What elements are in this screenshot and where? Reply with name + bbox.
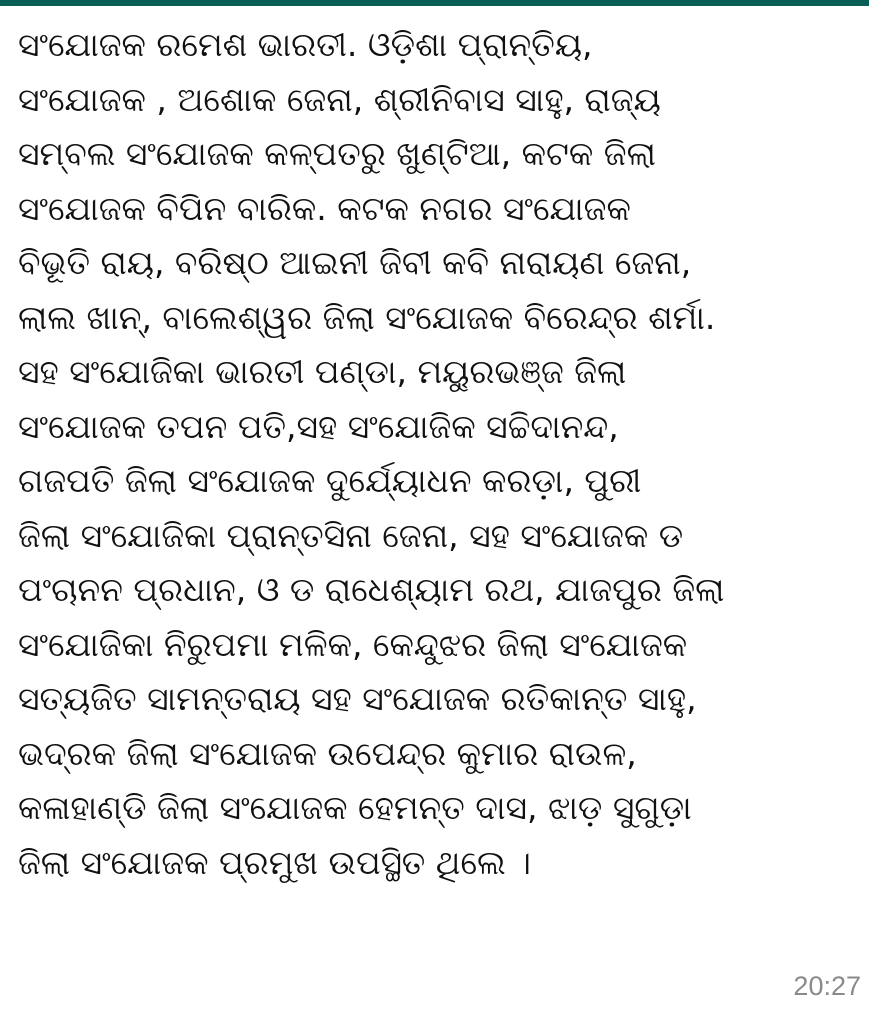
message-line: ଭଦ୍ରକ ଜିଲା ସଂଯୋଜକ ଉପେନ୍ଦ୍ର କୁମାର ରାଉଳ, bbox=[18, 733, 637, 773]
message-line: ସହ ସଂଯୋଜିକା ଭାରତୀ ପଣ୍ଡା, ମୟୁରଭଞ୍ଜ ଜିଲା bbox=[18, 352, 627, 391]
message-text bbox=[18, 18, 863, 890]
message-line: ସଂଯୋଜକ ବିପିନ ବାରିକ. କଟକ ନଗର ସଂଯୋଜକ bbox=[18, 188, 631, 228]
message-line: ଜିଲା ସଂଯୋଜକ ପ୍ରମୁଖ ଉପସ୍ଥିତ ଥିଲେ । bbox=[18, 842, 532, 882]
message-timestamp: 20:27 bbox=[793, 971, 861, 1001]
message-bubble[interactable] bbox=[0, 6, 869, 1016]
message-line: ସତ୍ୟଜିତ ସାମନ୍ତରାୟ ସହ ସଂଯୋଜକ ରତିକାନ୍ତ ସାହୁ, bbox=[18, 679, 697, 718]
message-line: ଗଜପତି ଜିଲା ସଂଯୋଜକ ଦୁର୍ଯ୍ୟୋଧନ କରଡ଼ା, ପୁରୀ bbox=[18, 461, 642, 500]
message-line: ସଂଯୋଜକ ତପନ ପତି,ସହ ସଂଯୋଜିକ ସଚ୍ଚିଦାନନ୍ଦ, bbox=[18, 406, 619, 446]
message-line: ସଂଯୋଜକ ରମେଶ ଭାରତୀ. ଓଡ଼ିଶା ପ୍ରାନ୍ତିୟ, bbox=[18, 25, 593, 64]
message-line: ସମ୍ବଲ ସଂଯୋଜକ କଳ୍ପତରୁ ଖୁଣ୍ଟିଆ, କଟକ ଜିଲା bbox=[18, 134, 656, 173]
message-line: ପଂଚାନନ ପ୍ରଧାନ, ଓ ଡ ରାଧେଶ୍ୟାମ ରଥ, ଯାଜପୁର ଜିଲା bbox=[18, 570, 725, 609]
message-line: କଳାହାଣ୍ଡି ଜିଲା ସଂଯୋଜକ ହେମନ୍ତ ଦାସ, ଝାଡ଼ ସୁଗୁଡ଼ା bbox=[18, 788, 692, 827]
message-line: ସଂଯୋଜକ , ଅଶୋକ ଜେନା, ଶ୍ରୀନିବାସ ସାହୁ, ରାଜ୍ୟ bbox=[18, 79, 661, 119]
message-line: ସଂଯୋଜିକା ନିରୁପମା ମଳିକ, କେନ୍ଦୁଝର ଜିଲା ସଂଯୋଜକ bbox=[18, 624, 688, 664]
message-line: ଲାଲ ଖାନ୍, ବାଲେଶ୍ୱର ଜିଲା ସଂଯୋଜକ ବିରେନ୍ଦ୍ର ଶର୍ମା. bbox=[18, 297, 716, 337]
message-line: ବିଭୂତି ରାୟ, ବରିଷ୍ଠ ଆଇନୀ ଜିବୀ କବି ନାରାୟଣ ଜେନା, bbox=[18, 243, 692, 282]
message-line: ଜିଲା ସଂଯୋଜିକା ପ୍ରାନ୍ତସିନା ଜେନା, ସହ ସଂଯୋଜକ ଡ bbox=[18, 515, 684, 555]
